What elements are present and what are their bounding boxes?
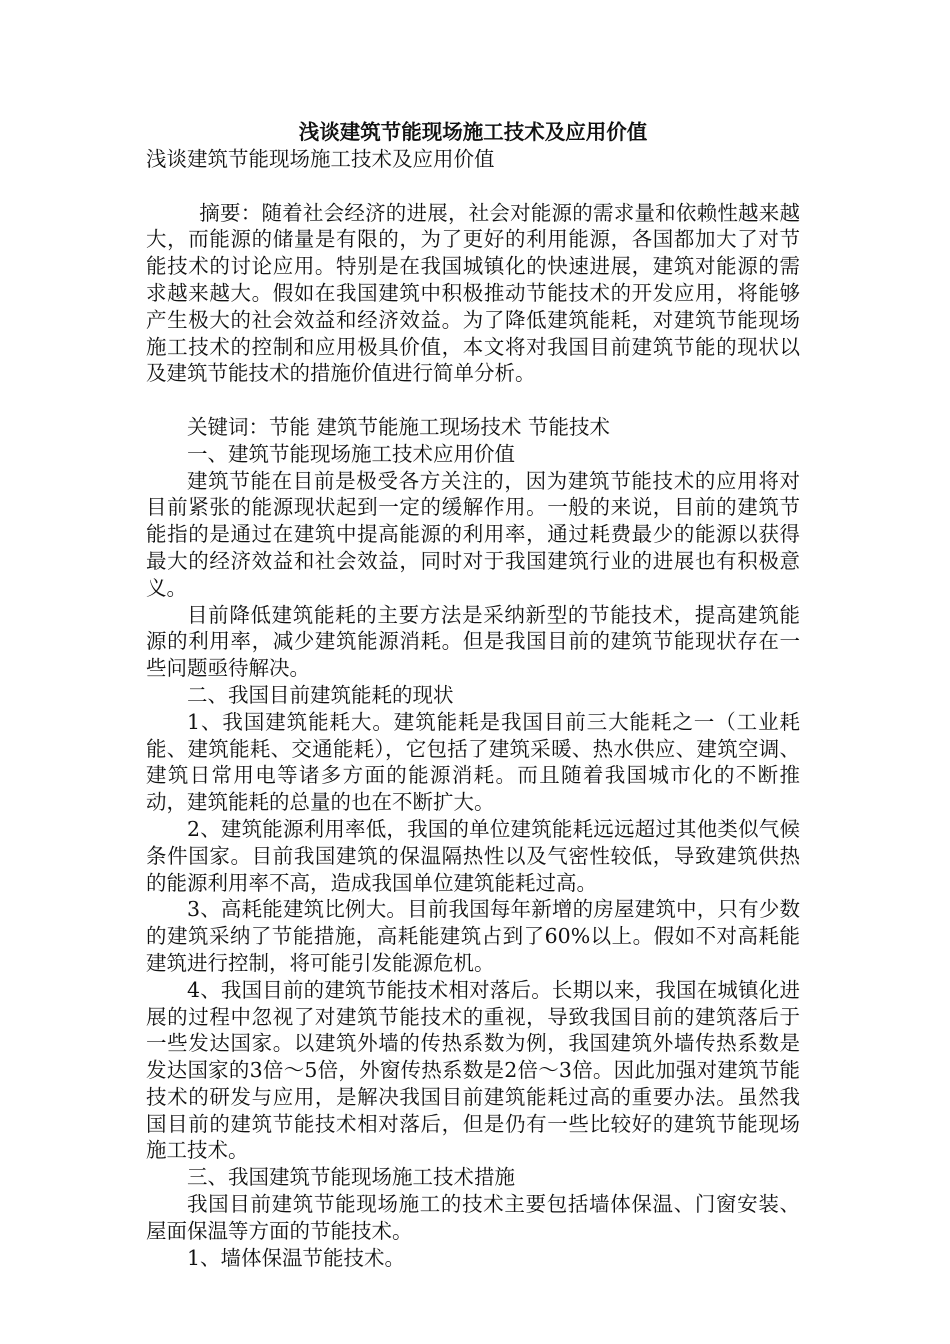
body-paragraph: 1、我国建筑能耗大。建筑能耗是我国目前三大能耗之一（工业耗能、建筑能耗、交通能耗），它包括了建筑采暖、热水供应、建筑空调、建筑日常用电等诸多方面的能源消耗。而且随着我国城市化的不断推动，建筑能耗的总量的也在不断扩大。	[146, 709, 800, 815]
body-paragraph: 建筑节能在目前是极受各方关注的，因为建筑节能技术的应用将对目前紧张的能源现状起到一定的缓解作用。一般的来说，目前的建筑节能指的是通过在建筑中提高能源的利用率，通过耗费最少的能源以获得最大的经济效益和社会效益，同时对于我国建筑行业的进展也有积极意义。	[146, 468, 800, 600]
keywords-line: 关键词：节能 建筑节能施工现场技术 节能技术	[187, 414, 611, 439]
section-heading-1: 一、建筑节能现场施工技术应用价值	[187, 441, 515, 466]
document-title: 浅谈建筑节能现场施工技术及应用价值	[298, 120, 648, 144]
body-paragraph: 4、我国目前的建筑节能技术相对落后。长期以来，我国在城镇化进展的过程中忽视了对建筑节能技术的重视，导致我国目前的建筑落后于一些发达国家。以建筑外墙的传热系数为例，我国建筑外墙传热系数是发达国家的3倍～5倍，外窗传热系数是2倍～3倍。因此加强对建筑节能技术的研发与应用，是解决我国目前建筑能耗过高的重要办法。虽然我国目前的建筑节能技术相对落后，但是仍有一些比较好的建筑节能现场施工技术。	[146, 977, 800, 1163]
body-paragraph: 2、建筑能源利用率低，我国的单位建筑能耗远远超过其他类似气候条件国家。目前我国建筑的保温隔热性以及气密性较低，导致建筑供热的能源利用率不高，造成我国单位建筑能耗过高。	[146, 816, 800, 895]
subsection-heading: 1、墙体保温节能技术。	[187, 1245, 406, 1270]
section-heading-3: 三、我国建筑节能现场施工技术措施	[187, 1165, 515, 1190]
abstract-paragraph: 摘要：随着社会经济的进展，社会对能源的需求量和依赖性越来越大，而能源的储量是有限的，为了更好的利用能源，各国都加大了对节能技术的讨论应用。特别是在我国城镇化的快速进展，建筑对能源的需求越来越大。假如在我国建筑中积极推动节能技术的开发应用，将能够产生极大的社会效益和经济效益。为了降低建筑能耗，对建筑节能现场施工技术的控制和应用极具价值，本文将对我国目前建筑节能的现状以及建筑节能技术的措施价值进行简单分析。	[146, 200, 800, 386]
document-subtitle: 浅谈建筑节能现场施工技术及应用价值	[146, 147, 495, 171]
section-heading-2: 二、我国目前建筑能耗的现状	[187, 682, 454, 707]
blank-line	[146, 387, 800, 414]
body-paragraph: 3、高耗能建筑比例大。目前我国每年新增的房屋建筑中，只有少数的建筑采纳了节能措施，高耗能建筑占到了60%以上。假如不对高耗能建筑进行控制，将可能引发能源危机。	[146, 897, 800, 975]
body-paragraph: 目前降低建筑能耗的主要方法是采纳新型的节能技术，提高建筑能源的利用率，减少建筑能源消耗。但是我国目前的建筑节能现状存在一些问题亟待解决。	[146, 602, 800, 681]
body-paragraph: 我国目前建筑节能现场施工的技术主要包括墙体保温、门窗安装、屋面保温等方面的节能技术。	[146, 1192, 800, 1243]
blank-line	[146, 173, 800, 200]
